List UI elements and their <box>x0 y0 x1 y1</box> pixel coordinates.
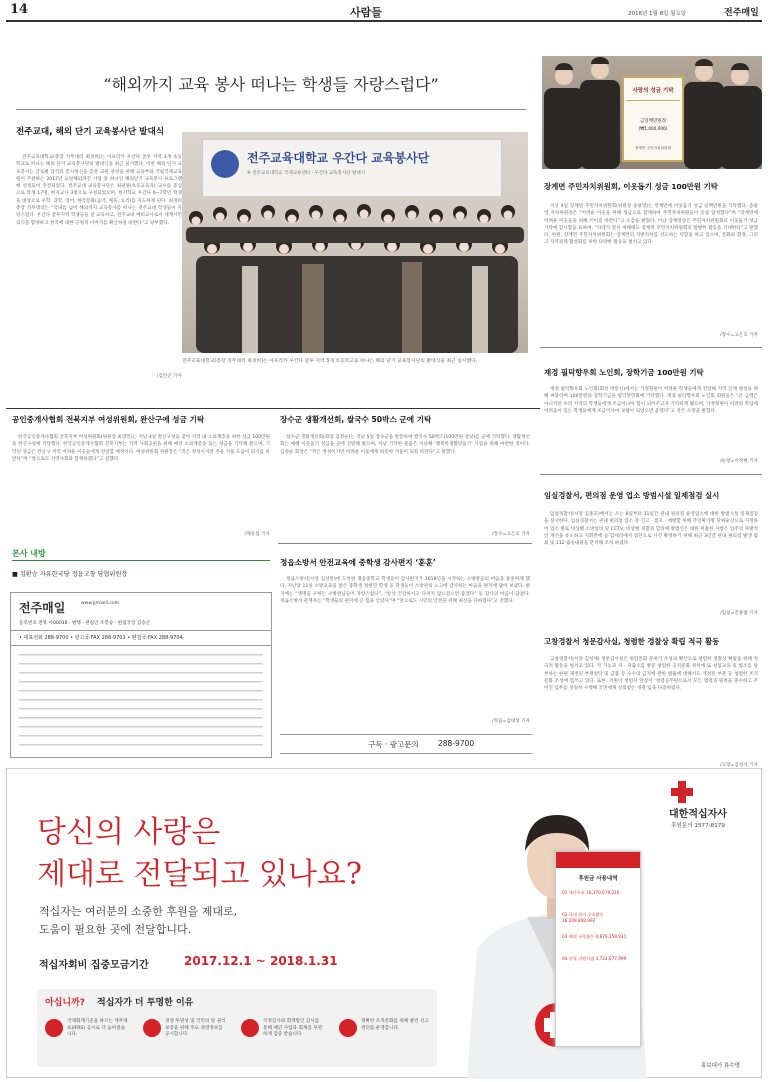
mid1-body: 한국공인중개사협회 전북지부 여성위원회(위원장 최영민)는 지난 4일 완산구청을 찾아 지역 내 소외계층을 위한 성금 100만원을 완산구청에 기탁했다. 한국공인중개사협회 전북지부는 지역 사회공헌을 위해 매년 소외계층을 돕는 성금을 기탁해 왔으며, 기탁된 성금은 완산구 지역 어려운 이웃들에게 전달할 예정이다. 여성위원회 위원장은 “작은 정성이지만 추운 겨울 도움이 되기를 바란다”며 “앞으로도 지역사회와 함께하겠다”고 전했다. <box>12 435 270 462</box>
ad-headline-2: 제대로 전달되고 있나요? <box>37 857 362 892</box>
divider <box>278 543 532 544</box>
ad-sub-2: 도움이 필요한 곳에 전달합니다. <box>39 923 192 936</box>
reason-icon <box>241 1019 259 1037</box>
right4-byline: /고창=김성식 기자 <box>720 763 758 768</box>
mid1-byline: /채유섭 기자 <box>244 532 270 537</box>
section-divider <box>6 408 540 409</box>
check-amount: (₩1,000,000) <box>638 126 668 131</box>
ad-why: 적십자가 더 투명한 이유 <box>97 998 194 1008</box>
reason-text: 정확한 조직문화를 위해 클린 신고센터를 운영합니다. <box>361 1019 429 1031</box>
regional-directory <box>19 651 263 749</box>
notice-item: ■ 김환승 자유한국당 정읍고창 당협위원장 <box>12 571 128 578</box>
donation-check-board <box>622 76 684 162</box>
reason-icon <box>143 1019 161 1037</box>
right4-body: 고창경찰서(서장 김성제) 청문감사실은 청렴문화 분위기 조성과 확산으로 청렴한 경찰상 확립을 위해 적극적 활동을 펼치고 있다. 각 기능과 지 · 파출소를 방문 청렴한 공직문화 정착에 또 청렴교육 및 법조를 당부하는 한편 개정된 부정청탁 및 금품 등 수수의 금지에 관한 법률에 대해서도 개정된 부분 등 청렴한 조직 문화 조성에 힘쓰고 있다. 또한, 직원이 청렴서 앞장서 ‘청렴공무원으로서 모든 법령과 원칙을 준수하고 주어진 임무를 성실히 수행해 국민에게 신뢰받는 경찰’임을 다짐하였다. <box>544 657 758 692</box>
donation-usage-board <box>555 851 641 1047</box>
header-rule <box>6 20 762 22</box>
feature-article <box>8 56 534 397</box>
feature-body: 전주교육대학교(총장 직무대리 최경희)는 아프리카 우간다 굴루 지역 3개 초등학교로 떠나는 해외 단기 교육봉사단의 발대식을 최근 실시했다. 이번 해외 단기 교육봉사는 글로벌 감각과 봉사정신을 갖춘 교원 양성을 위해 교육부와 국립국제교육원이 주관하는 2017년 교원해외파견 사업 중 하나인 해외단기 교육봉사 프로그램에 선정되어 추진되었다. 전주교대 교육봉사단은 최광용(초등교육과) 교수를 중심으로 학생 17명, 현지교사 3명으로 구성되었으며, 현지학교 우간다 6~7학년 학생을 대상으로 수학, 과학, 영어, 한국문화(음악, 체육, 요리)를 지도하게 된다. 최경희 총장 직무대리는 “국내를 넘어 해외까지 교육봉사를 떠나는 전주교대 학생들이 자랑스럽다. 우간다 굴루지역 학생들을 잘 교육하고, 전주교대 예비교사로서 세계시민의식을 함양하고 한국에 대한 긍정적 이미지를 확산하길 바란다”고 당부했다. <box>16 155 182 226</box>
ad-period-label: 적십자회비 집중모금기간 <box>39 960 149 971</box>
mid2-body: 장수군 생활개선회(회장 김정순)는 지난 5일 장수군을 방문하여 쌀국수 50박스(100만원 상당)를 군에 기탁했다. 생활개선회는 매해 이웃돕기 성금을 군에 전달해 왔으며, 이날 기탁한 물품은 지난해 ‘행복한생활만들기’ 사업을 통해 마련한 것이다. 김정순 회장은 “작은 정성이지만 어려운 이웃에게 따뜻한 겨울이 되길 바란다”고 말했다. <box>280 435 530 455</box>
reason-icon <box>45 1019 63 1037</box>
right1-headline: 장계면 주민자치위원회, 이웃돕기 성금 100만원 기탁 <box>544 182 718 191</box>
feature-quote: “해외까지 교육 봉사 떠나는 학생들 자랑스럽다” <box>103 75 439 94</box>
right2-byline: /순창=이정현 기자 <box>720 459 758 464</box>
header-brand: 전주매일 <box>724 8 759 18</box>
university-logo <box>211 150 239 178</box>
ad-reasons-box <box>37 989 437 1067</box>
check-title: 사랑의 성금 기탁 <box>632 88 674 94</box>
reason-text: 국정감사와 회계법인 감사를 통해 매년 사업과 회계를 투명하게 검증 받습니다. <box>263 1019 323 1037</box>
ad-ambassador: 홍보대사 류수영 <box>701 1063 740 1069</box>
right4-headline: 고창경찰서 청문감사실, 청렴한 경찰상 확립 적극 활동 <box>544 637 720 646</box>
board-item: 02 국내 위기 구호활동 16,209,808,992 <box>562 912 604 923</box>
mid3-body: 정읍소방서(서장 김상만)에 도착한 정읍중학교 학생들이 감사편지가 2018년을 시작하는 소방관들의 마음을 훈훈하게 했다. 지난달 11일 소방교육을 받은 중학생 정현민 학생 등 학생들이 소방관의 노고에 감사하는 마음을 편지에 담아 보냈다. 편지에는 “생명을 구하는 소방관님들이 자랑스럽다”, “항상 건강하시고 다치지 않으셨으면 좋겠다” 등 감사의 마음이 담겼다. 정읍소방서 관계자는 “학생들의 편지에 큰 힘을 얻었다”며 “앞으로도 시민의 안전을 위해 최선을 다하겠다”고 전했다. <box>280 577 530 604</box>
divider <box>540 474 762 475</box>
event-banner <box>202 139 502 197</box>
ad-why-prefix: 아십니까? <box>45 998 85 1008</box>
reason-text: 국제회계기준을 따르는 재무제표(IFRS) 공시로 더 높아졌습니다. <box>67 1019 128 1037</box>
feature-headline: 전주교대, 해외 단기 교육봉사단 발대식 <box>16 127 165 137</box>
right1-body: 지난 4일 장계면 주민자치위원회(위원장 송광영)는 장계면에 이웃돕기 성금 일백만원을 기탁했다. 송광영 자치위원장은 “어려운 이웃을 위해 성금으로 함께하여 주민자치위원들이 동참 달성했다”며 “장계면에 어려운 이웃들을 위해 쓰이길 바란다”고 소감을 밝혔다. 이날 장계면장은 주민자치위원회의 이웃돕기 성금기탁에 감사함을 표하며, “자네가 앞서 새해에도 장계면 주민자치위원회의 활발한 활동을 기대한다”고 말했다. 한편, 장계면 주민자치위원회는 장계면의 지방자치를 선도하는 역할을 하고 있으며, 문화와 환경, 그리고 지역경제 활성화를 위한 다양한 활동을 펼치고 있다. <box>544 204 758 246</box>
mid1-headline: 공인중개사협회 전북지부 여성위원회, 완산구에 성금 기탁 <box>12 415 205 424</box>
ad-headline-1: 당신의 사랑은 <box>37 815 221 850</box>
reason-text: 경영 투명성 및 국민의 알 권리 보장을 위해 주요 경영정보를 공시합니다. <box>165 1019 226 1037</box>
donation-photo <box>542 56 762 169</box>
photo-caption: 전주교육대학교(총장 직무대리 최경희)는 아프리카 우간다 굴루 지역 3개 초등학교로 떠나는 해외 단기 교육봉사단의 발대식을 최근 실시했다. <box>182 359 478 364</box>
ad-phone: 후원문의 1577-8179 <box>671 823 725 829</box>
subscription-phone: 288-9700 <box>438 739 475 748</box>
right2-body: 재경 필덕향우회 노인회(회장 박봉신)에서는 가정형편이 어려운 학생들에게 전달해 지역 인재 양성을 위해 써달라며 100만원의 장학기금을 필덕면민회에 기탁했다. 재경 필덕향우회 노인회 회원들은 “큰 금액은 아니지만 우리 지역의 학생들에게 조금이나마 힘이 되어주고자 기탁하게 됐으며, 가정형편이 어려워 학업에 어려움이 있는 학생들에게 조금이나마 보탬이 되었으면 좋겠다”고 작은 소망을 밝혔다. <box>544 387 758 414</box>
masthead-name: 전주매일 <box>19 601 66 615</box>
right2-headline: 재경 필덕향우회 노인회, 장학기금 100만원 기탁 <box>544 368 704 377</box>
reason-icon <box>339 1019 357 1037</box>
board-title: 후원금 사용내역 <box>578 876 618 882</box>
divider <box>16 109 526 110</box>
masthead-info: 등록번호 전북 아00016 · 발행 · 편집인 조봉승 · 편집국장 김승곤 <box>19 621 151 626</box>
mid3-byline: /정읍=김대성 기자 <box>492 719 530 724</box>
banner-subtext: ※ 전주교육대학교 국제교류센터 · 우간다 교육봉사단 발대식 <box>247 171 366 176</box>
divider <box>540 347 762 348</box>
red-cross-logo <box>671 781 693 803</box>
right1-byline: /장수=고은호 기자 <box>720 333 758 338</box>
ad-period: 2017.12.1 ~ 2018.1.31 <box>184 954 338 968</box>
ad-brand: 대한적십자사 <box>669 809 727 820</box>
mid3-headline: 정읍소방서 안전교육에 중학생 감사편지 ‘훈훈’ <box>280 558 436 567</box>
masthead-phones: • 대표전화 288-9700 • 광고국·FAX 288-9701 • 편집국·FAX 288-9704 <box>19 635 183 641</box>
ad-sub-1: 적십자는 여러분의 소중한 후원을 제대로, <box>39 905 238 918</box>
right-column <box>540 56 762 768</box>
group-photo <box>182 132 528 353</box>
board-item: 01 재난구호 16,370,679,216 <box>562 890 620 895</box>
mid2-headline: 장수군 생활개선회, 쌀국수 50박스 군에 기탁 <box>280 415 432 424</box>
banner-text: 전주교육대학교 우간다 교육봉사단 <box>247 151 430 165</box>
board-item: 03 해외 구호활동 4,879,359,931 <box>562 934 627 939</box>
board-item: 04 헌혈 지원사업 3,722,677,999 <box>562 956 627 961</box>
right3-headline: 임실경찰서, 편의점 운영 업소 방범시설 일제점검 실시 <box>544 491 720 500</box>
page-number: 14 <box>10 2 29 17</box>
feature-byline: /김민곤 기자 <box>156 374 182 379</box>
check-amount-text: 금일백만원정 <box>639 119 667 124</box>
masthead-box <box>10 592 272 758</box>
right3-body: 임실경찰서(서장 김홍모)에서는 오는 8일부터 31일간 관내 편의점 운영업소에 대한 방범시설 일제점검을 실시한다. 임실경찰서는 관내 편의점 업소 중 신고 · 점포 · 예방할 위해 주인확가방 단위순산으로 지정하여 업소 별로 비상벨 소방설비 및 CCTV, 비상벨 경찰과 합의에 방법신은 대한 미흡한 사항은 업주의 자발적인 개선을 유도하고 지휘반에 등 합세리에서 점단으로 사건 확정하기 위해 최근 3년간 관내 편의점 발생 범죄 및 112 출동내용을 분석해 조치 하였다. <box>544 512 758 547</box>
subscription-label: 구독 · 광고문의 <box>368 740 419 749</box>
notice-title: 본사 내방 <box>12 549 46 558</box>
right3-byline: /임실=진종범 기자 <box>720 611 758 616</box>
check-from: 장계면 주민자치위원회 <box>635 146 671 150</box>
red-cross-ad <box>6 768 762 1078</box>
issue-date: 2018년 1월 8일 월요일 <box>628 11 687 17</box>
students-group <box>182 194 528 353</box>
subscription-bar <box>280 734 532 754</box>
mid2-byline: /장수=고은호 기자 <box>492 532 530 537</box>
notice-box <box>12 548 272 590</box>
section-title: 사람들 <box>350 6 382 19</box>
masthead-url: www.jjmaeil.com <box>81 601 120 606</box>
